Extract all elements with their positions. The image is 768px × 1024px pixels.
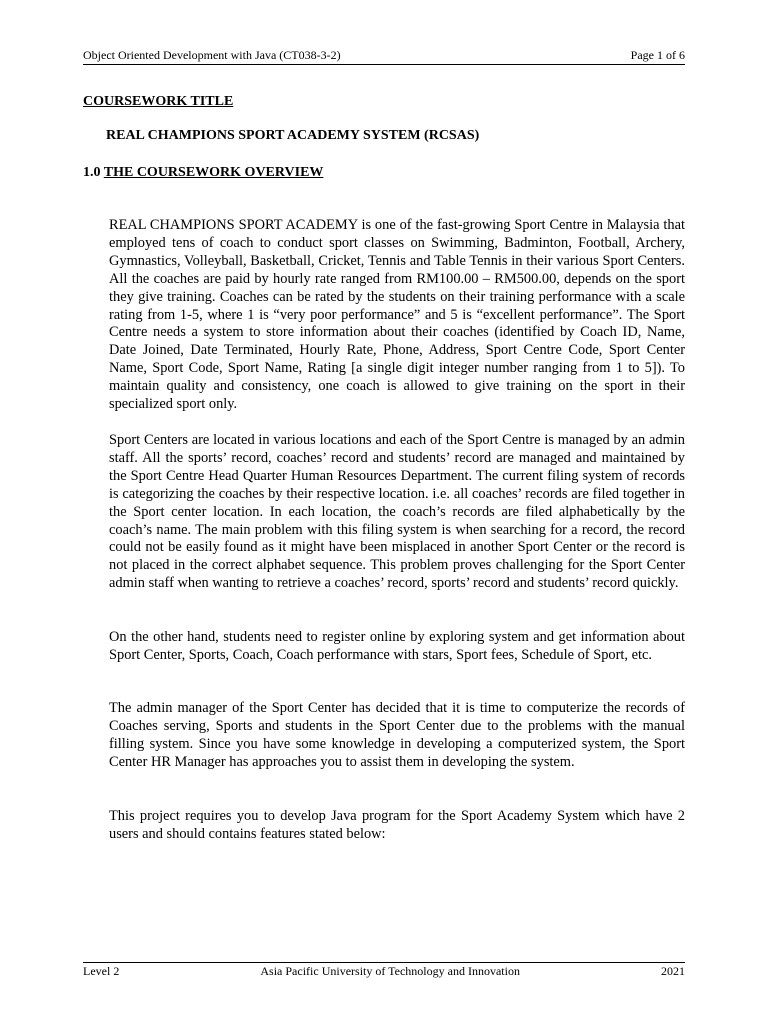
coursework-title: REAL CHAMPIONS SPORT ACADEMY SYSTEM (RCSAS): [106, 128, 480, 143]
footer-level: Level 2: [83, 964, 120, 978]
page-footer: [83, 962, 685, 980]
page-number: Page 1 of 6: [630, 48, 685, 62]
footer-institution: Asia Pacific University of Technology and Innovation: [260, 964, 520, 978]
coursework-heading: COURSEWORK TITLE: [83, 94, 234, 109]
section-title: THE COURSEWORK OVERVIEW: [103, 165, 324, 180]
section-number: 1.0: [83, 165, 101, 180]
section-heading: [83, 165, 323, 181]
course-title: Object Oriented Development with Java (CT038-3-2): [83, 48, 341, 62]
paragraph: REAL CHAMPIONS SPORT ACADEMY is one of the fast-growing Sport Centre in Malaysia that employed tens of coach to conduct sport classes on Swimming, Badminton, Football, Archery, Gymnastics, Volleyball, Basketball, Cricket, Tennis and Table Tennis in their various Sport Centers. All the coaches are paid by hourly rate ranged from RM100.00 – RM500.00, depends on the sport they give training. Coaches can be rated by the students on their training performance with a scale rating from 1-5, where 1 is “very poor performance” and 5 is “excellent performance”. The Sport Centre needs a system to store information about their coaches (identified by Coach ID, Name, Date Joined, Date Terminated, Hourly Rate, Phone, Address, Sport Centre Code, Sport Center Name, Sport Code, Sport Name, Rating [a single digit integer number ranging from 1 to 5]). To maintain quality and consistency, one coach is allowed to give training on the sport in their specialized sport only.: [109, 217, 685, 413]
paragraph: The admin manager of the Sport Center has decided that it is time to computerize the records of Coaches serving, Sports and students in the Sport Center due to the problems with the manual filling system. Since you have some knowledge in developing a computerized system, the Sport Center HR Manager has approaches you to assist them in developing the system.: [109, 700, 685, 770]
paragraph: Sport Centers are located in various locations and each of the Sport Centre is managed by an admin staff. All the sports’ record, coaches’ record and students’ record are managed and maintained by the Sport Centre Head Quarter Human Resources Department. The current filing system of records is categorizing the coaches by their respective location. i.e. all coaches’ records are filed together in the Sport center location. In each location, the coach’s records are filed alphabetically by the coach’s name. The main problem with this filing system is when searching for a record, the record could not be easily found as it might have been misplaced in another Sport Center or the record is not placed in the correct alphabet sequence. This problem proves challenging for the Sport Center admin staff when wanting to retrieve a coaches’ record, sports’ record and students’ record quickly.: [109, 432, 685, 592]
paragraph: On the other hand, students need to register online by exploring system and get information about Sport Center, Sports, Coach, Coach performance with stars, Sport fees, Schedule of Sport, etc.: [109, 629, 685, 663]
page-header: [83, 45, 685, 65]
paragraph: This project requires you to develop Java program for the Sport Academy System which have 2 users and should contains features stated below:: [109, 808, 685, 842]
footer-year: 2021: [661, 964, 685, 978]
